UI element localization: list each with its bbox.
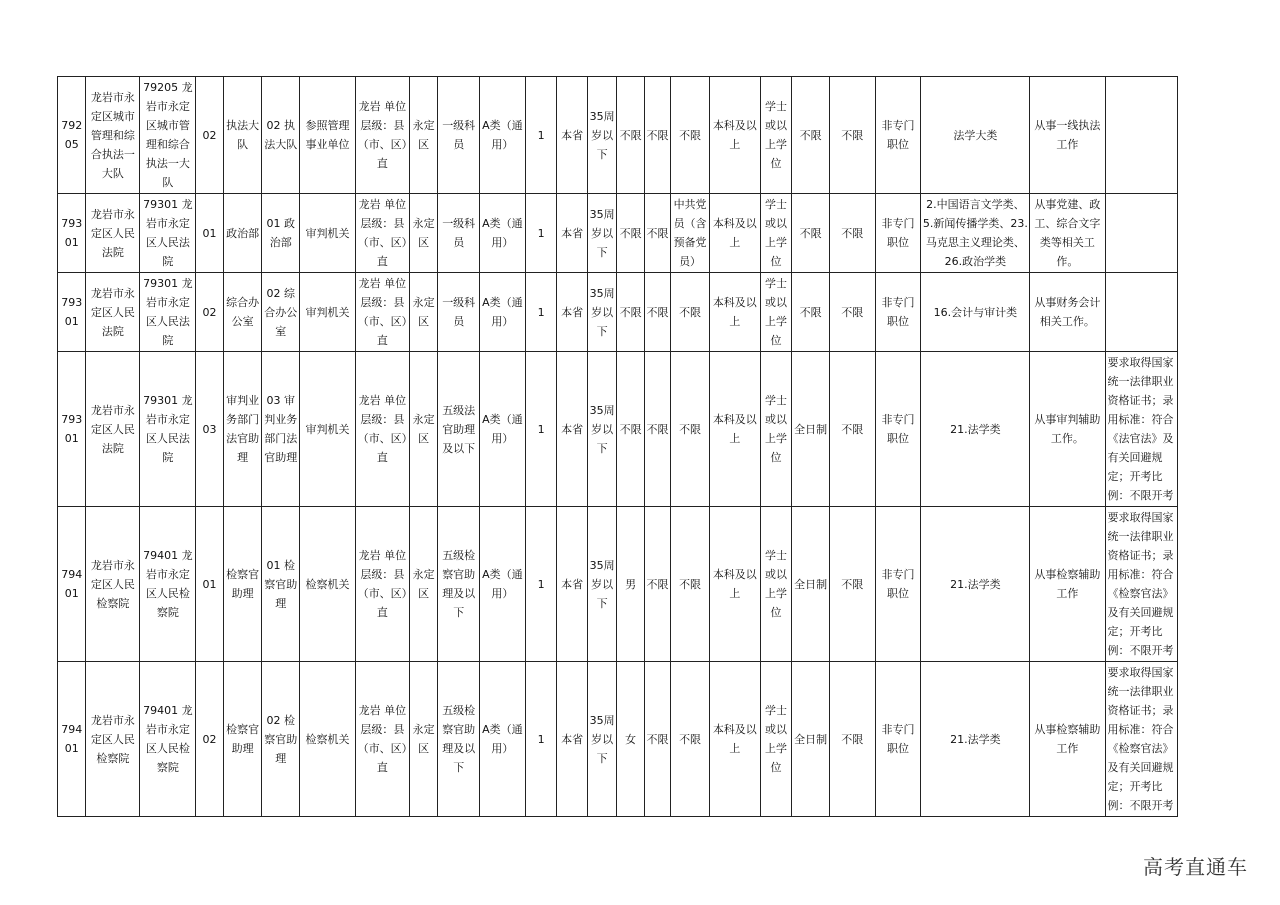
cell-level: 龙岩 单位层级：县（市、区）直: [355, 273, 409, 352]
cell-specialized: 非专门职位: [875, 273, 921, 352]
cell-exam-type: A类（通用）: [480, 662, 526, 817]
cell-specialized: 非专门职位: [875, 507, 921, 662]
cell-post-no: 02: [196, 662, 223, 817]
cell-dept: 执法大队: [223, 77, 262, 194]
cell-ethnicity: 不限: [644, 662, 670, 817]
cell-politics: 中共党员（含预备党员）: [671, 194, 710, 273]
cell-gender: 不限: [617, 77, 644, 194]
cell-count: 1: [525, 77, 557, 194]
cell-unit: 龙岩市永定区人民法院: [86, 273, 140, 352]
cell-position-level: 一级科员: [438, 194, 480, 273]
cell-major: 2.中国语言文学类、5.新闻传播学类、23.马克思主义理论类、26.政治学类: [921, 194, 1030, 273]
cell-level: 龙岩 单位层级：县（市、区）直: [355, 352, 409, 507]
cell-specialized: 非专门职位: [875, 662, 921, 817]
cell-dept: 检察官助理: [223, 507, 262, 662]
cell-exam-type: A类（通用）: [480, 507, 526, 662]
cell-position-level: 五级法官助理及以下: [438, 352, 480, 507]
cell-ethnicity: 不限: [644, 77, 670, 194]
cell-remarks: 要求取得国家统一法律职业资格证书；录用标准：符合《检察官法》及有关回避规定；开考比例：不限开考: [1105, 507, 1177, 662]
cell-position-level: 五级检察官助理及以下: [438, 507, 480, 662]
cell-major: 法学大类: [921, 77, 1030, 194]
cell-study-mode: 全日制: [792, 662, 830, 817]
cell-unit-type: 参照管理事业单位: [300, 77, 356, 194]
cell-unit-type: 检察机关: [300, 507, 356, 662]
cell-unit: 龙岩市永定区人民法院: [86, 194, 140, 273]
cell-code: 79205: [58, 77, 86, 194]
cell-origin: 本省: [557, 662, 588, 817]
table-row: [58, 662, 1178, 817]
cell-dept: 政治部: [223, 194, 262, 273]
cell-post-no: 01: [196, 194, 223, 273]
cell-post: 02 检察官助理: [262, 662, 300, 817]
cell-dept: 综合办公室: [223, 273, 262, 352]
cell-unit-code: 79401 龙岩市永定区人民检察院: [140, 507, 196, 662]
cell-politics: 不限: [671, 662, 710, 817]
cell-specialized: 非专门职位: [875, 77, 921, 194]
cell-gender: 不限: [617, 194, 644, 273]
cell-politics: 不限: [671, 507, 710, 662]
cell-origin: 本省: [557, 194, 588, 273]
cell-grad-req: 不限: [829, 273, 875, 352]
cell-unit-code: 79301 龙岩市永定区人民法院: [140, 194, 196, 273]
cell-study-mode: 不限: [792, 273, 830, 352]
cell-grad-req: 不限: [829, 77, 875, 194]
cell-age: 35周岁以下: [587, 77, 617, 194]
cell-degree: 学士或以上学位: [760, 662, 792, 817]
cell-unit: 龙岩市永定区人民检察院: [86, 507, 140, 662]
cell-ethnicity: 不限: [644, 352, 670, 507]
cell-education: 本科及以上: [709, 662, 760, 817]
cell-remarks: [1105, 273, 1177, 352]
cell-ethnicity: 不限: [644, 507, 670, 662]
cell-unit: 龙岩市永定区人民法院: [86, 352, 140, 507]
cell-remarks: 要求取得国家统一法律职业资格证书；录用标准：符合《检察官法》及有关回避规定；开考比例：不限开考: [1105, 662, 1177, 817]
cell-code: 79401: [58, 662, 86, 817]
cell-gender: 男: [617, 507, 644, 662]
cell-post: 01 政治部: [262, 194, 300, 273]
recruitment-table: [57, 76, 1178, 817]
table-row: [58, 507, 1178, 662]
cell-study-mode: 全日制: [792, 507, 830, 662]
cell-exam-type: A类（通用）: [480, 194, 526, 273]
cell-area: 永定区: [409, 507, 437, 662]
cell-major: 21.法学类: [921, 662, 1030, 817]
cell-gender: 不限: [617, 352, 644, 507]
cell-specialized: 非专门职位: [875, 352, 921, 507]
cell-level: 龙岩 单位层级：县（市、区）直: [355, 77, 409, 194]
table-row: [58, 352, 1178, 507]
cell-remarks: [1105, 77, 1177, 194]
cell-post: 02 综合办公室: [262, 273, 300, 352]
cell-unit-type: 审判机关: [300, 273, 356, 352]
cell-post-no: 01: [196, 507, 223, 662]
cell-age: 35周岁以下: [587, 273, 617, 352]
cell-count: 1: [525, 194, 557, 273]
cell-post: 02 执法大队: [262, 77, 300, 194]
cell-duties: 从事财务会计相关工作。: [1030, 273, 1105, 352]
cell-origin: 本省: [557, 77, 588, 194]
cell-study-mode: 不限: [792, 194, 830, 273]
cell-unit-code: 79301 龙岩市永定区人民法院: [140, 273, 196, 352]
cell-position-level: 一级科员: [438, 273, 480, 352]
cell-duties: 从事检察辅助工作: [1030, 507, 1105, 662]
cell-post: 03 审判业务部门法官助理: [262, 352, 300, 507]
cell-dept: 检察官助理: [223, 662, 262, 817]
cell-exam-type: A类（通用）: [480, 77, 526, 194]
cell-grad-req: 不限: [829, 352, 875, 507]
table-row: [58, 194, 1178, 273]
cell-origin: 本省: [557, 507, 588, 662]
cell-politics: 不限: [671, 352, 710, 507]
cell-duties: 从事检察辅助工作: [1030, 662, 1105, 817]
cell-unit-type: 检察机关: [300, 662, 356, 817]
cell-major: 21.法学类: [921, 352, 1030, 507]
cell-count: 1: [525, 662, 557, 817]
cell-education: 本科及以上: [709, 273, 760, 352]
cell-unit-code: 79301 龙岩市永定区人民法院: [140, 352, 196, 507]
cell-gender: 不限: [617, 273, 644, 352]
cell-grad-req: 不限: [829, 507, 875, 662]
cell-grad-req: 不限: [829, 662, 875, 817]
cell-post-no: 02: [196, 77, 223, 194]
cell-count: 1: [525, 507, 557, 662]
cell-position-level: 五级检察官助理及以下: [438, 662, 480, 817]
cell-area: 永定区: [409, 662, 437, 817]
cell-politics: 不限: [671, 273, 710, 352]
cell-age: 35周岁以下: [587, 662, 617, 817]
cell-degree: 学士或以上学位: [760, 77, 792, 194]
cell-education: 本科及以上: [709, 194, 760, 273]
cell-code: 79301: [58, 194, 86, 273]
cell-unit-code: 79401 龙岩市永定区人民检察院: [140, 662, 196, 817]
cell-level: 龙岩 单位层级：县（市、区）直: [355, 194, 409, 273]
cell-origin: 本省: [557, 352, 588, 507]
cell-ethnicity: 不限: [644, 194, 670, 273]
cell-degree: 学士或以上学位: [760, 507, 792, 662]
cell-post: 01 检察官助理: [262, 507, 300, 662]
cell-education: 本科及以上: [709, 352, 760, 507]
cell-remarks: 要求取得国家统一法律职业资格证书；录用标准：符合《法官法》及有关回避规定；开考比例：不限开考: [1105, 352, 1177, 507]
cell-level: 龙岩 单位层级：县（市、区）直: [355, 662, 409, 817]
cell-origin: 本省: [557, 273, 588, 352]
cell-level: 龙岩 单位层级：县（市、区）直: [355, 507, 409, 662]
cell-age: 35周岁以下: [587, 352, 617, 507]
cell-remarks: [1105, 194, 1177, 273]
cell-age: 35周岁以下: [587, 507, 617, 662]
cell-area: 永定区: [409, 273, 437, 352]
cell-unit-type: 审判机关: [300, 194, 356, 273]
cell-exam-type: A类（通用）: [480, 273, 526, 352]
watermark-text: 高考直通车: [1143, 855, 1248, 879]
cell-gender: 女: [617, 662, 644, 817]
cell-code: 79301: [58, 273, 86, 352]
cell-ethnicity: 不限: [644, 273, 670, 352]
cell-exam-type: A类（通用）: [480, 352, 526, 507]
cell-code: 79301: [58, 352, 86, 507]
cell-unit-type: 审判机关: [300, 352, 356, 507]
cell-area: 永定区: [409, 352, 437, 507]
cell-duties: 从事一线执法工作: [1030, 77, 1105, 194]
cell-major: 21.法学类: [921, 507, 1030, 662]
cell-duties: 从事党建、政工、综合文字类等相关工作。: [1030, 194, 1105, 273]
cell-degree: 学士或以上学位: [760, 352, 792, 507]
cell-area: 永定区: [409, 194, 437, 273]
cell-study-mode: 全日制: [792, 352, 830, 507]
table-row: [58, 273, 1178, 352]
cell-post-no: 02: [196, 273, 223, 352]
cell-specialized: 非专门职位: [875, 194, 921, 273]
cell-unit: 龙岩市永定区人民检察院: [86, 662, 140, 817]
cell-area: 永定区: [409, 77, 437, 194]
cell-dept: 审判业务部门法官助理: [223, 352, 262, 507]
cell-unit-code: 79205 龙岩市永定区城市管理和综合执法一大队: [140, 77, 196, 194]
cell-education: 本科及以上: [709, 77, 760, 194]
cell-post-no: 03: [196, 352, 223, 507]
cell-degree: 学士或以上学位: [760, 273, 792, 352]
cell-politics: 不限: [671, 77, 710, 194]
cell-position-level: 一级科员: [438, 77, 480, 194]
cell-code: 79401: [58, 507, 86, 662]
cell-unit: 龙岩市永定区城市管理和综合执法一大队: [86, 77, 140, 194]
table-row: [58, 77, 1178, 194]
cell-study-mode: 不限: [792, 77, 830, 194]
cell-count: 1: [525, 273, 557, 352]
cell-duties: 从事审判辅助工作。: [1030, 352, 1105, 507]
cell-education: 本科及以上: [709, 507, 760, 662]
cell-count: 1: [525, 352, 557, 507]
cell-grad-req: 不限: [829, 194, 875, 273]
cell-major: 16.会计与审计类: [921, 273, 1030, 352]
cell-degree: 学士或以上学位: [760, 194, 792, 273]
cell-age: 35周岁以下: [587, 194, 617, 273]
